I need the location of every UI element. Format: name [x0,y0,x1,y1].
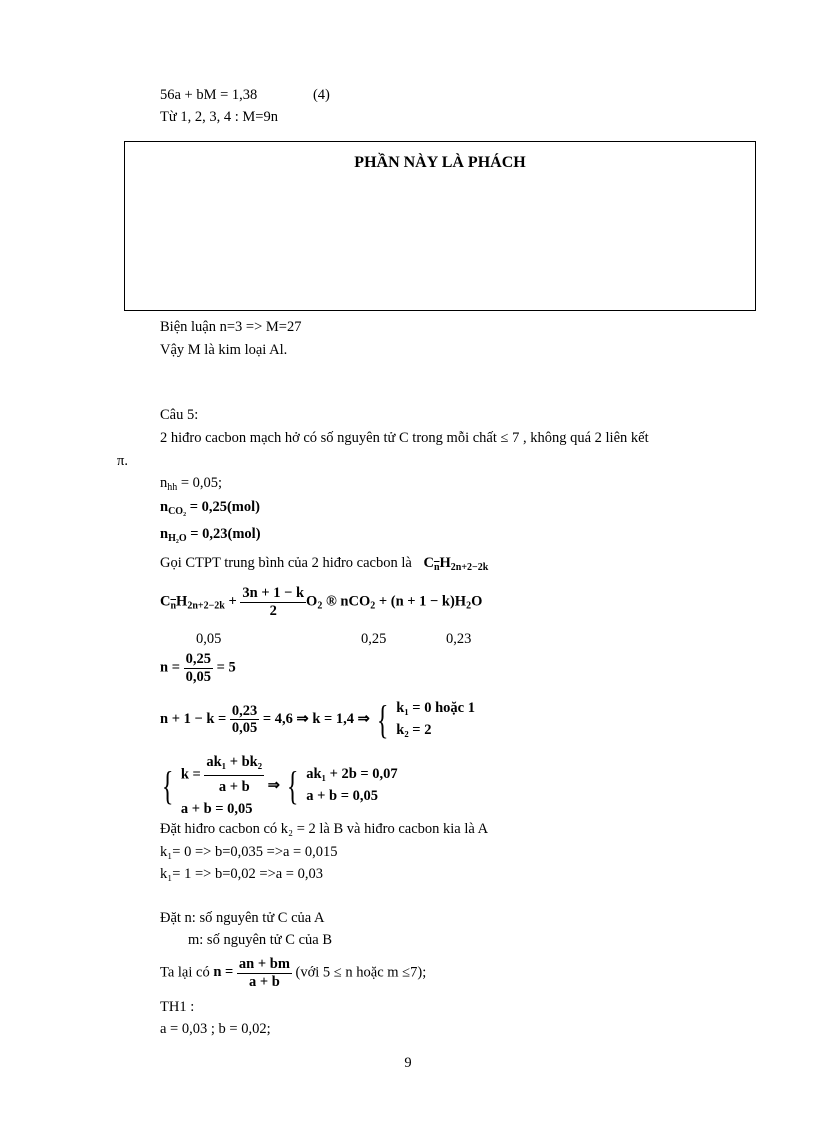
th1-values: a = 0,03 ; b = 0,02; [160,1021,271,1037]
frac-den: 0,05 [185,668,211,685]
eq-o2: O [306,593,318,610]
eq-h2o: (n + 1 − k)H [390,593,467,610]
define-b-line: Đặt hiđro cacbon có k₂ = 2 là B và hiđro cacbon kia là A [160,821,489,837]
system-right [306,764,397,808]
nbar-lhs: n = [160,659,180,676]
talai-fraction [237,957,292,989]
nbar-result: = 5 [216,659,236,676]
th1-heading: TH1 : [160,999,195,1015]
system-left-row-2: a + b = 0,05 [180,800,253,817]
case-k1-1-line: k₁= 1 => b=0,02 =>a = 0,03 [160,866,323,882]
conclusion-line: Vậy M là kim loại Al. [160,342,288,358]
eq-arrow: ® [325,593,337,610]
eq-co2: nCO [340,593,371,610]
bien-luan-line: Biện luận n=3 => M=27 [160,319,302,335]
sys-k: k = [180,766,201,783]
system-equations [158,752,398,820]
nbar-fraction [184,652,213,684]
brace-icon: { [161,763,174,809]
frac-num: an + bm [238,956,290,972]
frac-den: a + b [249,973,280,990]
ta-lai-line [160,957,426,989]
brace-icon: { [287,763,299,809]
question-5-heading: Câu 5: [160,407,199,423]
eq-h-sub: 2n+2−2k [187,600,225,612]
n-symbol: n [160,526,169,542]
brace-icon: { [377,696,389,742]
k-lhs: n + 1 − k = [160,711,227,728]
ta-lai-formula [213,956,292,990]
system-right-row-2: a + b = 0,05 [306,788,379,805]
from-equations-line: Từ 1, 2, 3, 4 : M=9n [160,109,278,125]
n-value: = 0,23(mol) [186,526,261,542]
formula-c-sub: n [433,562,440,573]
n-symbol: n [160,475,168,491]
n-value: = 0,25(mol) [186,499,260,515]
n-mixture-line [160,476,222,493]
k-average-equation [160,698,475,742]
eq-h2o-end: O [471,593,483,610]
eq-plus: + [228,593,237,610]
k-cases [396,698,475,742]
frac-num: 0,23 [231,702,258,719]
system-left [181,752,264,820]
avg-formula [423,555,488,571]
eq-c: C [160,593,171,610]
k-fraction [230,704,259,736]
equation-4-tag: (4) [312,87,330,103]
k-result: = 4,6 ⇒ k = 1,4 ⇒ [262,711,370,728]
intro-line-1: 2 hiđro cacbon mạch hở có số nguyên tử C trong mỗi chất ≤ 7 , không quá 2 liên kết [160,430,649,446]
eq-h2o-sub: 2 [466,600,472,612]
n-average-equation [160,652,236,684]
mol-value-3: 0,23 [446,631,472,647]
sys-fraction [204,752,264,799]
eq-c-sub: n [170,600,177,612]
formula-intro-line [160,556,488,573]
equation-4-text: 56a + bM = 1,38 [160,87,258,103]
formula-h: H [439,555,451,571]
phach-title: PHẦN NÀY LÀ PHÁCH [354,154,526,171]
define-m-line: m: số nguyên tử C của B [188,932,332,948]
n-symbol: n [160,499,169,515]
n-co2-line [160,500,260,517]
eq-plus-2: + [378,593,388,610]
eq-co2-sub: 2 [370,600,376,612]
frac-den: 0,05 [231,720,258,737]
frac-den: a + b [218,778,250,795]
mol-value-2: 0,25 [361,631,387,647]
n-subscript: CO₂ [168,506,187,517]
formula-c: C [423,555,434,571]
k-case-2: k₂ = 2 [396,721,432,738]
n-subscript: hh [167,482,178,493]
define-n-line: Đặt n: số nguyên tử C của A [160,910,325,926]
eq-o2-sub: 2 [317,600,323,612]
phach-frame [124,141,756,311]
intro-line-2: π. [117,453,128,469]
page-number: 9 [404,1055,412,1071]
system-left-row-1 [181,752,264,799]
mol-value-1: 0,05 [196,631,222,647]
ta-lai-text: Ta lại có [160,964,210,981]
frac-num: ak₁ + bk₂ [204,752,264,776]
equation-4 [160,88,330,103]
ta-lai-condition: (với 5 ≤ n hoặc m ≤7); [295,964,427,981]
k-case-1: k₁ = 0 hoặc 1 [396,700,475,716]
frac-den: 2 [269,602,277,619]
sys-arrow: ⇒ [267,777,280,794]
talai-lhs: n = [213,964,234,981]
eq-o2-fraction [240,586,306,618]
formula-h-sub: 2n+2−2k [450,562,489,573]
formula-intro-text: Gọi CTPT trung bình của 2 hiđro cacbon là [160,555,412,571]
combustion-equation [160,586,482,618]
system-right-row-1: ak₁ + 2b = 0,07 [306,766,398,783]
eq-h: H [176,593,188,610]
n-h2o-line [160,527,261,544]
frac-num: 0,25 [185,651,211,667]
frac-num: 3n + 1 − k [242,585,305,601]
case-k1-0-line: k₁= 0 => b=0,035 =>a = 0,015 [160,844,338,860]
n-subscript: H₂O [168,533,187,544]
n-value: = 0,05; [177,475,223,491]
